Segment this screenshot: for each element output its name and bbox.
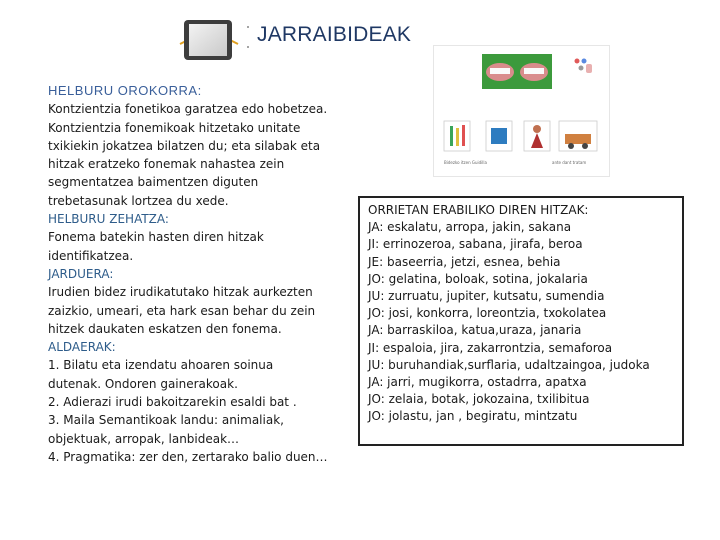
word-line: JI: errinozeroa, sabana, jirafa, beroa (368, 237, 583, 252)
mouth-image (482, 54, 552, 89)
page-title: JARRAIBIDEAK (257, 23, 412, 46)
helburu-zehatza-label: HELBURU ZEHATZA: (48, 212, 169, 227)
helburu-orokorra-label: HELBURU OROKORRA: (48, 83, 202, 98)
text-line: objektuak, arropak, lanbideak… (48, 431, 240, 446)
text-line: Irudien bidez irudikatutako hitzak aurkezten (48, 285, 313, 300)
thumbnail-caption-left: Bidezko itzen Guidilla (444, 160, 487, 165)
word-line: JA: eskalatu, arropa, jakin, sakana (368, 220, 572, 235)
text-line: txikiekin jokatzea bilatzen du; eta silabak eta (48, 138, 321, 153)
jarduera-label: JARDUERA: (48, 266, 114, 281)
text-line: trebetasunak lortzea du xede. (48, 193, 229, 208)
decor-dot (247, 26, 249, 28)
words-box-heading: ORRIETAN ERABILIKO DIREN HITZAK: (368, 203, 589, 217)
text-line: Fonema batekin hasten diren hitzak (48, 230, 264, 245)
text-line: Kontzientzia fonemikoak hitzetako unitate (48, 120, 301, 135)
decor-dot (247, 46, 249, 48)
word-line: JO: josi, konkorra, loreontzia, txokolatea (368, 306, 607, 321)
text-line: zaizkio, umeari, eta hark esan behar du zein (48, 303, 316, 318)
text-line: segmentatzea baimentzen diguten (48, 175, 259, 190)
tablet-icon (178, 18, 240, 62)
word-line: JE: baseerria, jetzi, esnea, behia (368, 254, 561, 269)
word-line: JU: zurruatu, jupiter, kutsatu, sumendia (368, 289, 605, 304)
text-line: identifikatzea. (48, 248, 134, 263)
worksheet-thumbnail (433, 45, 610, 177)
aldaerak-label: ALDAERAK: (48, 340, 116, 355)
word-line: JO: gelatina, boloak, sotina, jokalaria (368, 271, 588, 286)
text-line: 2. Adierazi irudi bakoitzarekin esaldi bat . (48, 395, 297, 410)
word-line: JO: zelaia, botak, jokozaina, txilibitua (368, 392, 590, 407)
thumbnail-caption-right: ante dant tratam (552, 160, 587, 165)
word-line: JA: jarri, mugikorra, ostadrra, apatxa (368, 375, 587, 390)
text-line: 1. Bilatu eta izendatu ahoaren soinua (48, 358, 274, 373)
text-line: Kontzientzia fonetikoa garatzea edo hobetzea. (48, 102, 328, 117)
text-line: 4. Pragmatika: zer den, zertarako balio duen… (48, 449, 328, 464)
picture-row (444, 121, 597, 151)
text-line: hitzak eratzeko fonemak nahastea zein (48, 157, 285, 172)
word-line: JI: espaloia, jira, zakarrontzia, semaforoa (368, 340, 613, 355)
word-line: JA: barraskiloa, katua,uraza, janaria (368, 323, 582, 338)
text-line: dutenak. Ondoren gainerakoak. (48, 376, 238, 391)
word-line: JU: buruhandiak,surflaria, udaltzaingoa, judoka (368, 357, 650, 372)
pointer-hand-icon (575, 59, 593, 74)
text-line: hitzek daukaten eskatzen den fonema. (48, 321, 282, 336)
text-line: 3. Maila Semantikoak landu: animaliak, (48, 413, 284, 428)
word-line: JO: jolastu, jan , begiratu, mintzatu (368, 409, 578, 424)
left-text-column (48, 82, 338, 466)
words-box (358, 196, 684, 446)
